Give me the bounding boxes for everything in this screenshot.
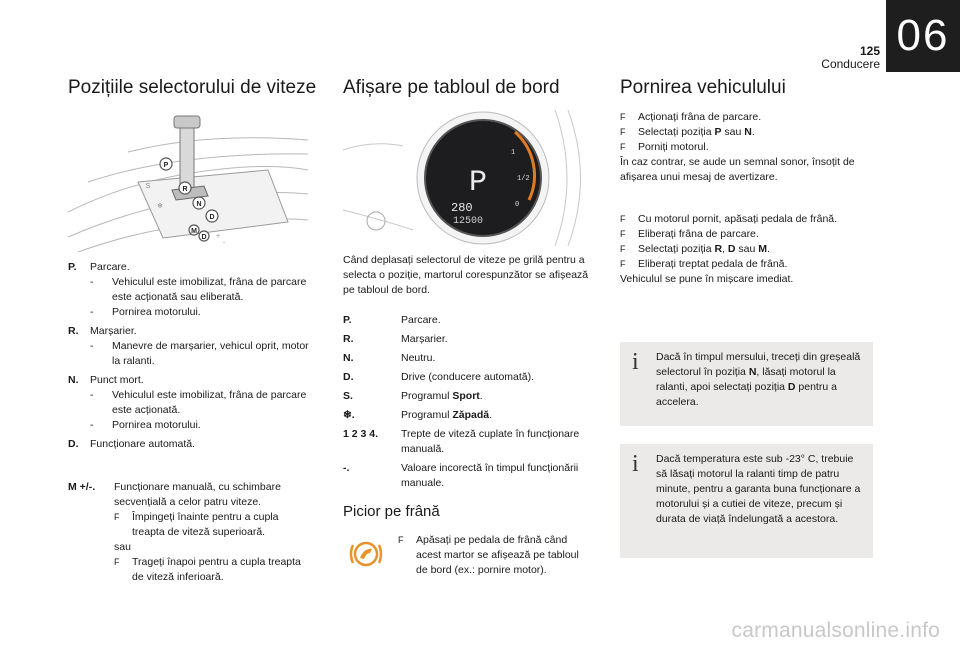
- svg-text:P: P: [163, 162, 169, 169]
- bullet-icon: F: [114, 512, 120, 522]
- gear-sub: - Vehiculul este imobilizat, frâna de parcare este acționată.: [90, 389, 307, 416]
- gear-key: D.: [68, 438, 79, 450]
- manual-key: M +/-.: [68, 481, 96, 493]
- gear-item-d: [68, 437, 313, 452]
- gear-label: Parcare.: [90, 261, 130, 273]
- start-steps-1: [620, 110, 875, 185]
- manual-mode-block: [68, 480, 313, 585]
- page-number: 125: [859, 44, 880, 58]
- info-icon: i: [632, 451, 639, 477]
- gear-label: Punct mort.: [90, 374, 144, 386]
- gear-item-p: [68, 260, 313, 275]
- manual-pull: F Trageți înapoi pentru a cupla treapta de viteză inferioară.: [114, 556, 301, 583]
- foot-on-brake-icon: [348, 536, 384, 572]
- gear-sub: - Vehiculul este imobilizat, frâna de parcare este acționată sau eliberată.: [90, 276, 307, 303]
- display-legend-list: [343, 313, 593, 495]
- legend-item: D. Drive (conducere automată).: [343, 371, 535, 383]
- svg-text:+: +: [215, 233, 221, 240]
- gear-key: N.: [68, 374, 79, 386]
- svg-text:S: S: [145, 183, 151, 190]
- gear-selector-drawing: [68, 112, 308, 252]
- dashboard-drawing: [343, 110, 588, 246]
- gear-key: R.: [68, 325, 79, 337]
- start-step: F Cu motorul pornit, apăsați pedala de frână.: [620, 213, 838, 225]
- manual-or: sau: [114, 541, 131, 553]
- brake-instruction: F Apăsați pe pedala de frână când acest martor se afișează pe tabloul de bord (ex.: pornire motor).: [398, 534, 579, 576]
- svg-text:1/2: 1/2: [517, 175, 530, 183]
- svg-text:-: -: [222, 240, 226, 247]
- legend-item: S. Programul Sport.: [343, 390, 483, 402]
- start-step: F Selectați poziția R, D sau M.: [620, 243, 770, 255]
- legend-item: -. Valoare incorectă în timpul funcționării manuale.: [343, 462, 579, 489]
- legend-item: P. Parcare.: [343, 314, 441, 326]
- svg-text:N: N: [196, 201, 202, 208]
- start-step: F Eliberați treptat pedala de frână.: [620, 258, 788, 270]
- svg-text:0: 0: [515, 201, 520, 209]
- start-step: F Selectați poziția P sau N.: [620, 126, 755, 138]
- svg-text:M: M: [191, 228, 197, 235]
- legend-item: N. Neutru.: [343, 352, 436, 364]
- start-steps-2: [620, 212, 875, 287]
- col2-title: Afișare pe tabloul de bord: [343, 77, 560, 98]
- col3-title: Pornirea vehiculului: [620, 77, 786, 98]
- start-note-1: În caz contrar, se aude un semnal sonor, însoțit de afișarea unui mesaj de avertizare.: [620, 156, 855, 183]
- gear-sub: - Pornirea motorului.: [90, 419, 201, 431]
- display-small-value: 280: [451, 201, 473, 215]
- start-step: F Acționați frâna de parcare.: [620, 111, 762, 123]
- col1-title: Pozițiile selectorului de viteze: [68, 77, 317, 98]
- gear-key: P.: [68, 261, 77, 273]
- start-note-2: Vehiculul se pune în mișcare imediat.: [620, 273, 794, 285]
- gear-display: P: [468, 166, 488, 200]
- gear-sub: - Manevre de marșarier, vehicul oprit, motor la ralanti.: [90, 340, 309, 367]
- legend-item: 1 2 3 4. Trepte de viteză cuplate în funcționare manuală.: [343, 428, 580, 455]
- col1-gear-list: [68, 260, 313, 452]
- start-step: F Eliberați frâna de parcare.: [620, 228, 759, 240]
- svg-text:D: D: [209, 214, 215, 221]
- col2-intro: Când deplasați selectorul de viteze pe grilă pentru a selecta o poziție, martorul corespunzător se afișează pe tabloul de bord.: [343, 254, 589, 296]
- legend-item: R. Marșarier.: [343, 333, 448, 345]
- gear-item-r: [68, 324, 313, 339]
- gear-sub: - Pornirea motorului.: [90, 306, 201, 318]
- manual-push: F Împingeți înainte pentru a cupla treapta de viteză superioară.: [114, 511, 279, 538]
- brake-warning-icon: [348, 536, 384, 572]
- watermark: carmanualsonline.info: [731, 619, 940, 642]
- gear-selector-illustration: [68, 112, 308, 252]
- legend-item: ❄. Programul Zăpadă.: [343, 409, 493, 421]
- bullet-icon: F: [114, 557, 120, 567]
- start-step: F Porniți motorul.: [620, 141, 709, 153]
- odometer: 12500: [453, 216, 484, 227]
- info-box-cold: i Dacă temperatura este sub -23° C, trebuie să lăsați motorul la ralanti timp de patru minute, pentru a garanta buna funcționare a motorului și a cutiei de viteze, precum și durata de viață îndelungată a acestora.: [620, 444, 873, 558]
- svg-text:D: D: [201, 234, 207, 241]
- gear-label: Funcționare automată.: [90, 438, 196, 450]
- gear-item-n: [68, 373, 313, 388]
- svg-text:1: 1: [511, 149, 516, 157]
- gear-label: Marșarier.: [90, 325, 137, 337]
- manual-label: Funcționare manuală, cu schimbare secvențială a celor patru viteze.: [114, 481, 281, 508]
- brake-title: Picior pe frână: [343, 503, 440, 520]
- info-box-neutral: i Dacă în timpul mersului, treceți din greșeală selectorul în poziția N, lăsați motorul la ralanti, apoi selectați poziția D pentru a accelera.: [620, 342, 873, 426]
- section-name: Conducere: [821, 57, 880, 71]
- svg-text:❄: ❄: [157, 203, 163, 210]
- info-icon: i: [632, 349, 639, 375]
- chapter-tab: 06: [886, 0, 960, 72]
- dashboard-illustration: [343, 110, 588, 246]
- bullet-icon: F: [398, 535, 404, 545]
- svg-text:R: R: [182, 186, 188, 193]
